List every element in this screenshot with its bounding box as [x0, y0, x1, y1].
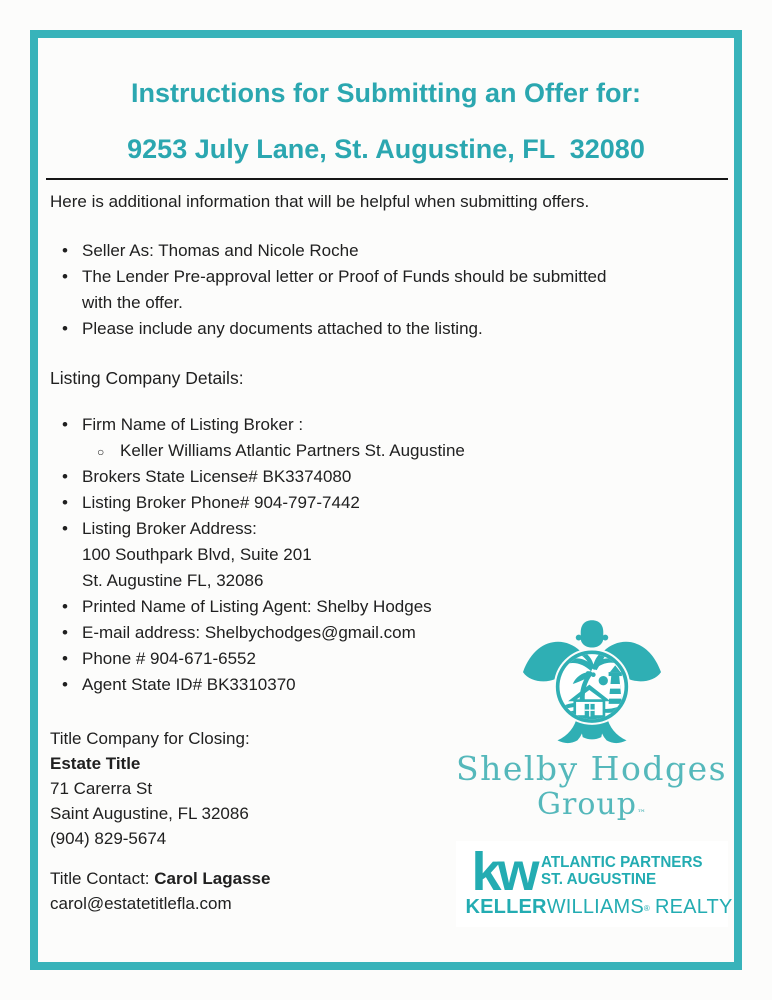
page-title-line2: 9253 July Lane, St. Augustine, FL 32080 [127, 134, 645, 164]
list-item-text: Printed Name of Listing Agent: Shelby Hodges [82, 597, 432, 616]
list-item-text: 100 Southpark Blvd, Suite 201 [82, 545, 312, 564]
group-name-line2-text: Group [537, 786, 637, 822]
list-item-text: Listing Broker Phone# 904-797-7442 [82, 493, 360, 512]
title-company-name: Estate Title [50, 754, 141, 773]
kw-monogram-icon: kw [471, 841, 536, 902]
kw-wordmark-keller: KELLER [465, 895, 547, 918]
list-item-text: Please include any documents attached to the listing. [82, 319, 483, 338]
list-item [50, 264, 734, 290]
kw-logo-top-row [466, 841, 718, 902]
list-item-text: The Lender Pre-approval letter or Proof of Funds should be submitted [82, 267, 607, 286]
list-item-text: Firm Name of Listing Broker : [82, 415, 304, 434]
list-item-text: E-mail address: Shelbychodges@gmail.com [82, 623, 416, 642]
keller-williams-wordmark [465, 895, 733, 919]
kw-office-name [541, 855, 703, 888]
title-contact-name: Carol Lagasse [154, 869, 271, 888]
kw-logo-block [456, 841, 733, 927]
kw-wordmark-williams: WILLIAMS [546, 895, 644, 918]
title-company-phone: (904) 829-5674 [50, 829, 167, 848]
list-item-text: Brokers State License# BK3374080 [82, 467, 352, 486]
flyer-content [38, 38, 734, 962]
list-item [50, 316, 734, 342]
kw-wordmark-realty: REALTY [655, 895, 733, 918]
list-item-continuation [50, 542, 734, 568]
kw-office-line1: ATLANTIC PARTNERS [541, 854, 704, 872]
brand-logo-area [448, 615, 735, 927]
list-item [50, 464, 734, 490]
sea-turtle-logo-icon [519, 615, 665, 748]
title-divider-rule [46, 178, 728, 180]
list-sub-item [50, 438, 734, 464]
list-item-text: Listing Broker Address: [82, 519, 257, 538]
group-name-line1: Shelby Hodges [455, 748, 728, 788]
group-name [448, 750, 735, 831]
group-name-line2 [448, 788, 735, 831]
registered-symbol: ® [643, 903, 650, 913]
list-item [50, 490, 734, 516]
list-item-text: Keller Williams Atlantic Partners St. Augustine [120, 441, 465, 460]
list-item-continuation [50, 568, 734, 594]
kw-office-line2: ST. AUGUSTINE [541, 870, 657, 888]
page-title-line1: Instructions for Submitting an Offer for: [131, 78, 641, 108]
title-contact-email: carol@estatetitlefla.com [50, 894, 232, 913]
list-item-text: St. Augustine FL, 32086 [82, 571, 264, 590]
list-item-text: Agent State ID# BK3310370 [82, 675, 296, 694]
title-company-heading: Title Company for Closing: [50, 729, 250, 748]
list-item-continuation [50, 290, 734, 316]
general-notes-list [50, 238, 734, 342]
list-item [50, 238, 734, 264]
list-item [50, 516, 734, 542]
list-item-text: Phone # 904-671-6552 [82, 649, 256, 668]
list-item [50, 412, 734, 438]
title-company-address2: Saint Augustine, FL 32086 [50, 804, 249, 823]
title-contact-label: Title Contact: [50, 869, 155, 888]
list-item-text: Seller As: Thomas and Nicole Roche [82, 241, 359, 260]
list-item-text: with the offer. [82, 293, 183, 312]
intro-text: Here is additional information that will be helpful when submitting offers. [50, 192, 590, 211]
title-company-address1: 71 Carerra St [50, 779, 153, 798]
trademark-symbol: ™ [636, 808, 646, 819]
listing-details-heading: Listing Company Details: [50, 368, 244, 388]
